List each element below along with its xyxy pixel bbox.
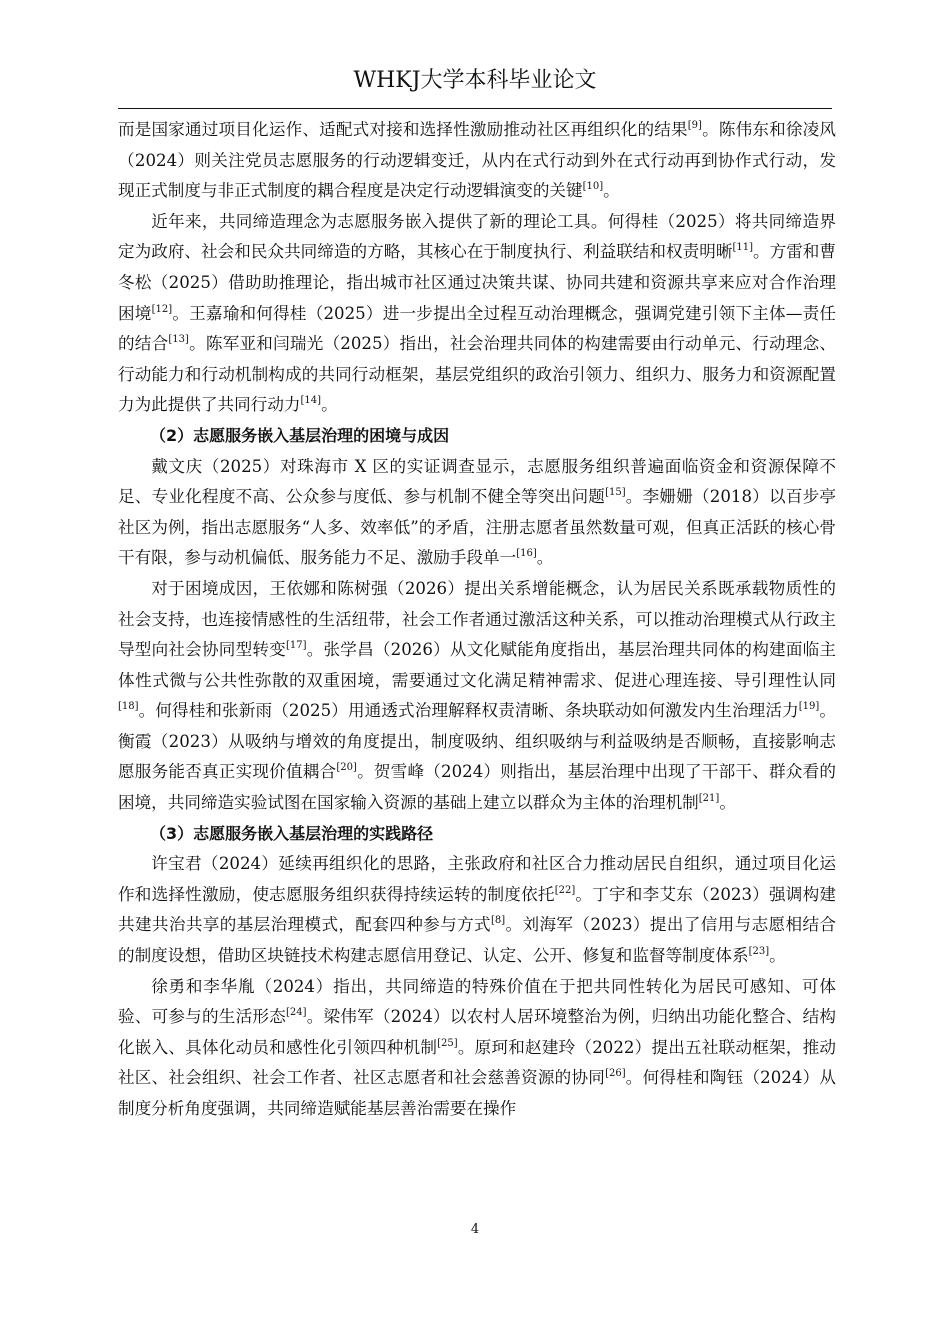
citation-ref: [20] [336,762,357,774]
text-run: 近年来，共同缔造理念为志愿服务嵌入提供了新的理论工具。何得桂（2025）将共同缔造界定为政府、社会和民众共同缔造的方略，其核心在于制度执行、利益联结和权责明晰 [118,211,836,262]
citation-ref: [21] [698,793,720,805]
heading-text: （3）志愿服务嵌入基层治理的实践路径 [150,823,434,843]
citation-ref: [17] [285,640,307,652]
text-run: 。李姗姗（2018）以百步亭社区为例，指出志愿服务“人多、效率低”的矛盾，注册志愿者虽然数量可观，但真正活跃的核心骨干有限，参与动机偏低、服务能力不足、激励手段单一 [118,487,836,568]
text-run: 。 [719,793,736,813]
text-run: 。方雷和曹冬松（2025）借助助推理论，指出城市社区通过决策共谋、协同共建和资源共享来应对合作治理困境 [118,242,837,323]
citation-ref: [24] [285,1007,307,1019]
text-run: 。刘海军（2023）提出了信用与志愿相结合的制度设想，借助区块链技术构建志愿信用登记、认定、公开、修复和监督等制度体系 [118,915,837,966]
text-run: 。衡霞（2023）从吸纳与增效的角度提出，制度吸纳、组织吸纳与利益吸纳是否顺畅，直接影响志愿服务能否真正实现价值耦合 [118,701,836,782]
citation-ref: [14] [300,395,322,407]
paragraph [118,574,836,819]
citation-ref: [12] [151,303,173,315]
text-run: 。 [321,395,338,415]
text-run: 。何得桂和张新雨（2025）用通透式治理解释权责清晰、条块联动如何激发内生治理活力 [138,701,799,721]
body-text [118,115,836,1125]
text-run: 。 [536,548,554,568]
text-run: 。原珂和赵建玲（2022）提出五社联动框架，推动社区、社会组织、社会工作者、社区志愿者和社会慈善资源的协同 [118,1037,837,1088]
citation-ref: [15] [605,487,626,499]
paragraph [118,452,836,574]
text-run: 而是国家通过项目化运作、适配式对接和选择性激励推动社区再组织化的结果 [118,120,688,139]
text-run: 。 [603,181,620,201]
citation-ref: [13] [168,334,189,346]
citation-ref: [25] [437,1037,458,1049]
text-run: 。何得桂和陶钰（2024）从制度分析角度强调，共同缔造赋能基层善治需要在操作 [118,1068,836,1118]
paragraph [118,972,836,1125]
citation-ref: [22] [554,884,576,896]
paragraph [118,849,836,971]
citation-ref: [18] [118,701,139,713]
citation-ref: [9] [687,120,702,131]
text-run: 。 [769,946,786,966]
header-title: WHKJ大学本科毕业论文 [353,68,597,93]
citation-ref: [26] [605,1068,626,1080]
text-run: 徐勇和李华胤（2024）指出，共同缔造的特殊价值在于把共同性转化为居民可感知、可体验、可参与的生活形态 [118,976,836,1027]
page-number: 4 [470,1222,480,1237]
section-heading [118,819,836,850]
page-header [118,66,832,106]
page-footer [0,1222,950,1238]
text-run: 。丁宇和李艾东（2023）强调构建共建共治共享的基层治理模式，配套四种参与方式 [118,884,836,935]
text-run: 。王嘉瑜和何得桂（2025）进一步提出全过程互动治理概念，强调党建引领下主体—责任的结合 [118,303,836,354]
text-run: 。陈伟东和徐凌风（2024）则关注党员志愿服务的行动逻辑变迁，从内在式行动到外在式行动再到协作式行动，发现正式制度与非正式制度的耦合程度是决定行动逻辑演变的关键 [118,120,836,201]
citation-ref: [23] [748,946,770,958]
citation-ref: [16] [516,548,537,560]
text-run: 。陈军亚和闫瑞光（2025）指出，社会治理共同体的构建需要由行动单元、行动理念、行动能力和行动机制构成的共同行动框架，基层党组织的政治引领力、组织力、服务力和资源配置力为此提供了共同行动力 [118,334,836,415]
text-run: 戴文庆（2025）对珠海市 X 区的实证调查显示，志愿服务组织普遍面临资金和资源保障不足、专业化程度不高、公众参与度低、参与机制不健全等突出问题 [118,456,836,507]
citation-ref: [11] [732,242,753,254]
heading-text: （2）志愿服务嵌入基层治理的困境与成因 [150,425,450,445]
text-run: 。梁伟军（2024）以农村人居环境整治为例，归纳出功能化整合、结构化嵌入、具体化动员和感性化引领四种机制 [118,1007,837,1057]
section-heading [118,421,836,452]
text-run: 对于困境成因，王依娜和陈树强（2026）提出关系增能概念，认为居民关系既承载物质性的社会支持，也连接情感性的生活纽带，社会工作者通过激活这种关系，可以推动治理模式从行政主导型向社会协同型转变 [118,578,836,660]
header-rule [118,108,832,109]
text-run: 。张学昌（2026）从文化赋能角度指出，基层治理共同体的构建面临主体性式微与公共性弥散的双重困境，需要通过文化满足精神需求、促进心理连接、导引理性认同 [118,640,837,690]
citation-ref: [19] [798,701,820,713]
paragraph [118,207,836,421]
text-run: 。贺雪峰（2024）则指出，基层治理中出现了干部干、群众看的困境，共同缔造实验试图在国家输入资源的基础上建立以群众为主体的治理机制 [118,762,836,813]
text-run: 许宝君（2024）延续再组织化的思路，主张政府和社区合力推动居民自组织，通过项目化运作和选择性激励，使志愿服务组织获得持续运转的制度依托 [118,854,836,904]
paragraph [118,115,836,207]
citation-ref: [8] [491,915,506,927]
citation-ref: [10] [582,181,604,193]
